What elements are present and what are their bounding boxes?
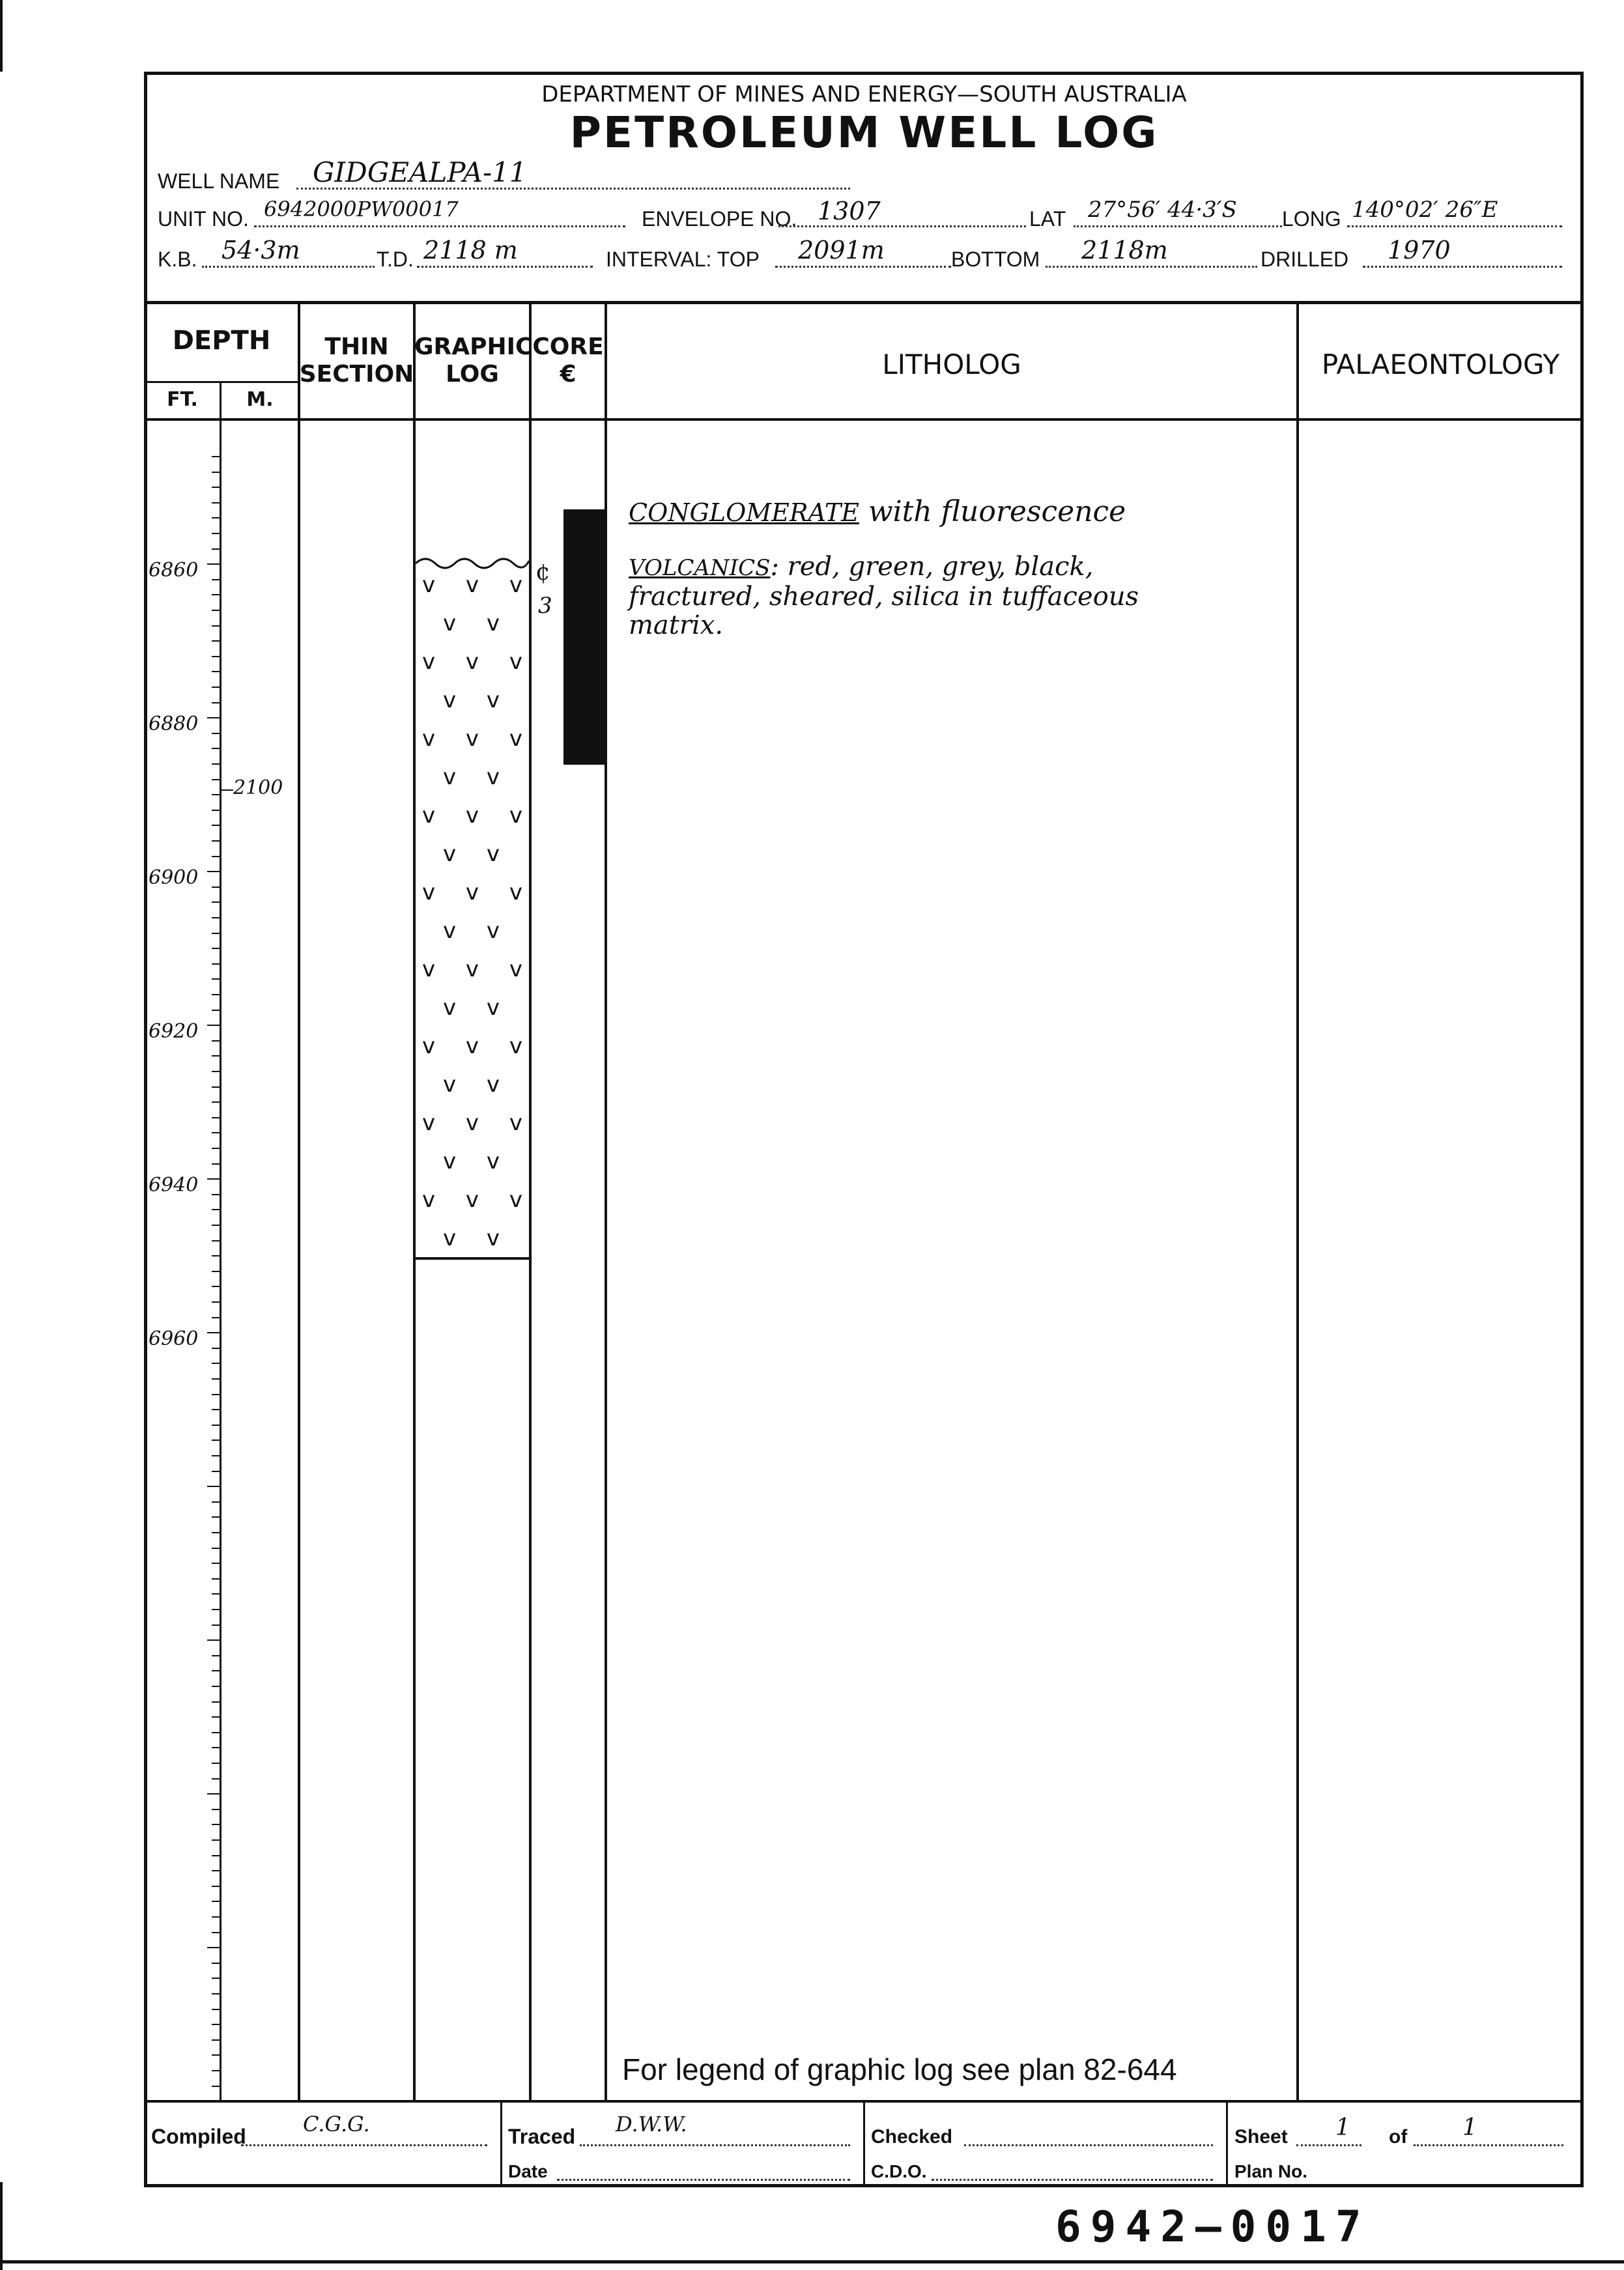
- traced-value: D.W.W.: [616, 2112, 687, 2136]
- compiled-field: [241, 2144, 487, 2146]
- interval-top-value: 2091m: [798, 236, 885, 264]
- volcanic-pattern-row: v v v: [422, 1187, 534, 1213]
- depth-tick: [212, 1916, 220, 1918]
- depth-tick: [212, 1255, 220, 1256]
- depth-tick: [212, 1548, 220, 1549]
- bottom-field: [1046, 266, 1257, 268]
- depth-tick: [212, 548, 220, 550]
- depth-tick: [212, 2024, 220, 2025]
- volcanic-pattern-row: v v: [443, 1148, 512, 1174]
- depth-tick: [212, 1010, 220, 1011]
- depth-tick: [212, 779, 220, 780]
- volcanic-pattern-row: v v: [443, 687, 512, 713]
- depth-tick: [212, 1378, 220, 1380]
- depth-tick: [212, 994, 220, 995]
- bottom-value: 2118m: [1081, 236, 1168, 264]
- depth-tick: [212, 825, 220, 826]
- depth-tick: [212, 2039, 220, 2041]
- volcanics-desc-2: fractured, sheared, silica in tuffaceous: [629, 582, 1139, 612]
- depth-tick: [207, 1025, 220, 1026]
- litholog-header: LITHOLOG: [882, 348, 1021, 380]
- divider-thin-graphic: [413, 302, 416, 2101]
- depth-ft-6940: 6940: [149, 1174, 199, 1197]
- volcanic-pattern-row: v v v: [422, 1110, 534, 1136]
- td-field: [417, 266, 593, 268]
- depth-ft-6960: 6960: [149, 1327, 199, 1350]
- volcanic-pattern-row: v v: [443, 764, 512, 790]
- ft-header: FT.: [167, 388, 198, 411]
- thin-label: THIN: [324, 333, 389, 360]
- of-label: of: [1389, 2126, 1408, 2148]
- volcanic-pattern-row: v v v: [422, 802, 534, 829]
- depth-tick: [212, 1886, 220, 1887]
- depth-tick: [212, 794, 220, 795]
- depth-tick: [212, 487, 220, 488]
- graphic-log-base-line: [414, 1257, 530, 1260]
- depth-tick: [212, 610, 220, 611]
- volcanics-desc-3: matrix.: [629, 610, 724, 640]
- volcanic-pattern-row: v v: [443, 995, 512, 1021]
- graphic-label: GRAPHIC: [414, 333, 533, 360]
- footer-divider-2: [863, 2101, 865, 2186]
- depth-tick: [212, 656, 220, 657]
- depth-tick: [212, 1071, 220, 1072]
- depth-tick: [212, 1563, 220, 1564]
- depth-tick: [212, 2009, 220, 2010]
- depth-tick: [207, 563, 220, 565]
- depth-tick: [207, 717, 220, 718]
- depth-tick: [212, 1086, 220, 1088]
- core-header: [530, 333, 606, 388]
- envelope-no-value: 1307: [818, 197, 881, 225]
- depth-tick: [212, 1593, 220, 1595]
- volcanic-pattern-row: v v: [443, 1225, 512, 1251]
- depth-tick: [212, 1209, 220, 1210]
- legend-note: For legend of graphic log see plan 82-644: [622, 2052, 1177, 2086]
- depth-tick: [212, 1716, 220, 1718]
- palaeontology-header: PALAEONTOLOGY: [1321, 348, 1560, 380]
- depth-tick: [212, 1501, 220, 1503]
- section-label: SECTION: [299, 361, 414, 388]
- volcanic-pattern-row: v v v: [422, 879, 534, 905]
- depth-tick: [212, 1732, 220, 1733]
- lat-label: LAT: [1029, 207, 1066, 231]
- core-number: 3: [538, 593, 552, 619]
- drilled-label: DRILLED: [1261, 248, 1349, 271]
- plan-no-label: Plan No.: [1234, 2161, 1308, 2181]
- depth-tick: [212, 901, 220, 903]
- depth-tick: [207, 1486, 220, 1487]
- left-edge-mark: [0, 0, 3, 72]
- depth-tick: [212, 1101, 220, 1103]
- conglomerate-desc: with fluorescence: [868, 495, 1126, 528]
- volcanic-pattern-row: v v v: [422, 572, 534, 598]
- depth-tick: [212, 1978, 220, 1979]
- date-field: [557, 2179, 850, 2181]
- traced-field: [580, 2144, 850, 2146]
- cdo-label: C.D.O.: [871, 2161, 927, 2181]
- depth-tick: [207, 1332, 220, 1333]
- log-frame: [144, 72, 1584, 2187]
- depth-tick: [212, 702, 220, 703]
- page-title: PETROLEUM WELL LOG: [569, 107, 1159, 158]
- depth-tick: [212, 840, 220, 842]
- well-name-label: WELL NAME: [158, 169, 280, 193]
- conglomerate-name: CONGLOMERATE: [629, 498, 859, 527]
- depth-ft-6860: 6860: [149, 559, 199, 582]
- depth-tick: [212, 517, 220, 518]
- volcanics-name: VOLCANICS: [629, 555, 771, 581]
- depth-tick: [212, 1901, 220, 1902]
- interval-top-label: INTERVAL: TOP: [606, 248, 760, 271]
- header-band-top: [144, 301, 1584, 304]
- document-number: 6942—0017: [1055, 2202, 1371, 2252]
- depth-tick: [212, 1240, 220, 1241]
- interval-top-field: [775, 266, 951, 268]
- depth-tick: [212, 1532, 220, 1533]
- volcanic-pattern-row: v v: [443, 1071, 512, 1098]
- depth-tick: [212, 1055, 220, 1057]
- depth-tick: [212, 2054, 220, 2056]
- depth-tick: [212, 579, 220, 580]
- depth-tick: [212, 1348, 220, 1349]
- depth-subheader-line: [144, 381, 299, 383]
- depth-tick: [212, 1455, 220, 1456]
- drilled-value: 1970: [1388, 236, 1451, 264]
- bottom-edge-line: [0, 2260, 1624, 2263]
- volcanic-pattern-row: v v: [443, 918, 512, 944]
- depth-ft-6900: 6900: [149, 866, 199, 889]
- core-symbol-label: €: [560, 361, 577, 388]
- checked-field: [964, 2144, 1213, 2146]
- depth-tick: [212, 1624, 220, 1626]
- depth-tick: [212, 1809, 220, 1810]
- depth-ft-6920: 6920: [149, 1020, 199, 1043]
- depth-tick: [212, 810, 220, 811]
- compiled-label: Compiled: [151, 2125, 246, 2148]
- cdo-field: [932, 2179, 1213, 2181]
- kb-label: K.B.: [158, 248, 197, 271]
- traced-label: Traced: [508, 2125, 576, 2148]
- compiled-value: C.G.G.: [303, 2112, 370, 2136]
- depth-tick: [212, 1117, 220, 1118]
- department-heading: DEPARTMENT OF MINES AND ENERGY—SOUTH AUSTRALIA: [541, 81, 1187, 107]
- depth-tick: [212, 1778, 220, 1780]
- envelope-no-label: ENVELOPE NO.: [642, 207, 797, 231]
- lat-field: [1074, 225, 1282, 227]
- depth-ft-6880: 6880: [149, 713, 199, 735]
- depth-tick: [212, 933, 220, 934]
- depth-tick: [207, 1947, 220, 1948]
- depth-tick: [212, 917, 220, 918]
- long-label: LONG: [1282, 207, 1341, 231]
- depth-tick: [212, 733, 220, 734]
- core-label: CORE: [532, 333, 604, 360]
- sheet-total: 1: [1462, 2114, 1477, 2141]
- depth-tick: [212, 1686, 220, 1687]
- divider-depth-thin: [298, 302, 300, 2101]
- volcanics-desc-1: : red, green, grey, black,: [770, 552, 1094, 582]
- depth-tick: [212, 1932, 220, 1933]
- depth-tick: [212, 1040, 220, 1042]
- depth-tick: [212, 1578, 220, 1580]
- volcanic-pattern-row: v v v: [422, 649, 534, 675]
- graphic-log-header: [414, 333, 533, 388]
- depth-tick: [212, 533, 220, 534]
- depth-tick: [212, 1440, 220, 1441]
- depth-tick: [212, 594, 220, 595]
- depth-tick: [207, 1639, 220, 1641]
- sheet-number: 1: [1335, 2114, 1350, 2141]
- depth-tick: [212, 1194, 220, 1195]
- depth-tick: [212, 763, 220, 765]
- lat-value: 27°56′ 44·3′S: [1088, 197, 1237, 223]
- td-value: 2118 m: [423, 236, 518, 264]
- volcanics-line-1: [629, 552, 1139, 582]
- depth-tick: [212, 1271, 220, 1272]
- bottom-label: BOTTOM: [951, 248, 1040, 271]
- depth-tick: [212, 1670, 220, 1671]
- depth-tick: [212, 671, 220, 672]
- depth-tick: [212, 963, 220, 965]
- depth-tick: [207, 1178, 220, 1180]
- divider-litholog-palaeo: [1296, 302, 1299, 2101]
- depth-tick: [212, 1870, 220, 1871]
- depth-tick: [212, 1363, 220, 1364]
- core-symbol: ¢: [535, 559, 550, 586]
- depth-tick: [212, 2070, 220, 2071]
- depth-tick: [212, 1855, 220, 1856]
- depth-tick: [212, 1301, 220, 1303]
- depth-m-2100: 2100: [233, 776, 283, 799]
- kb-field: [202, 266, 375, 268]
- depth-tick: [212, 1609, 220, 1610]
- depth-tick: [212, 1701, 220, 1703]
- unit-no-value: 6942000PW00017: [264, 197, 459, 221]
- depth-tick: [207, 1793, 220, 1795]
- depth-tick: [212, 1655, 220, 1656]
- depth-header: DEPTH: [172, 326, 271, 356]
- depth-tick: [212, 856, 220, 857]
- depth-tick: [212, 1763, 220, 1764]
- volcanic-pattern-row: v v v: [422, 956, 534, 982]
- depth-tick: [212, 1963, 220, 1964]
- depth-tick: [212, 887, 220, 888]
- depth-tick: [212, 1824, 220, 1825]
- volcanic-pattern-row: v v v: [422, 726, 534, 752]
- depth-tick: [212, 1225, 220, 1226]
- kb-value: 54·3m: [221, 236, 300, 264]
- volcanic-pattern-row: v v: [443, 610, 512, 636]
- depth-tick: [212, 948, 220, 949]
- depth-tick: [212, 1471, 220, 1472]
- depth-tick: [212, 1132, 220, 1133]
- unit-no-label: UNIT NO.: [158, 207, 249, 231]
- unconformity-wavy-line: [414, 550, 530, 570]
- depth-m-tick: [221, 789, 233, 791]
- depth-tick: [212, 1286, 220, 1287]
- well-name-value: GIDGEALPA-11: [313, 156, 527, 188]
- header-band-bottom: [144, 418, 1584, 421]
- long-value: 140°02′ 26″E: [1352, 197, 1498, 223]
- unit-no-field: [254, 225, 625, 227]
- depth-tick: [212, 978, 220, 980]
- depth-tick: [212, 1839, 220, 1841]
- volcanic-pattern-row: v v v: [422, 1033, 534, 1059]
- sheet-label: Sheet: [1234, 2126, 1288, 2148]
- td-label: T.D.: [377, 248, 414, 271]
- depth-tick: [212, 1317, 220, 1318]
- depth-tick: [212, 1394, 220, 1395]
- left-edge-mark: [0, 2182, 3, 2270]
- depth-tick: [212, 1409, 220, 1410]
- volcanic-pattern-row: v v: [443, 841, 512, 867]
- date-label: Date: [508, 2161, 548, 2181]
- footer-divider-3: [1226, 2101, 1228, 2186]
- envelope-no-field: [778, 225, 1026, 227]
- m-header: M.: [246, 388, 274, 411]
- depth-tick: [212, 625, 220, 627]
- depth-tick: [212, 748, 220, 749]
- depth-tick: [212, 1747, 220, 1748]
- depth-tick: [212, 1993, 220, 1994]
- log-label: LOG: [446, 361, 499, 388]
- drilled-field: [1363, 266, 1562, 268]
- depth-tick: [212, 1516, 220, 1518]
- depth-tick: [212, 502, 220, 504]
- sheet-total-field: [1414, 2144, 1563, 2146]
- litholog-unit-2: [629, 552, 1139, 640]
- depth-tick: [212, 640, 220, 642]
- thin-section-header: [299, 333, 414, 388]
- depth-tick: [212, 1148, 220, 1149]
- depth-tick: [212, 687, 220, 688]
- depth-tick: [212, 1163, 220, 1165]
- depth-tick: [212, 2086, 220, 2087]
- core-interval-bar: [563, 509, 605, 765]
- checked-label: Checked: [871, 2126, 953, 2148]
- depth-tick: [212, 472, 220, 473]
- depth-tick: [212, 456, 220, 457]
- depth-tick: [212, 1425, 220, 1426]
- litholog-unit-1: [629, 495, 1126, 528]
- sheet-field: [1296, 2144, 1361, 2146]
- long-field: [1347, 225, 1562, 227]
- footer-divider-1: [500, 2101, 502, 2186]
- depth-tick: [207, 871, 220, 872]
